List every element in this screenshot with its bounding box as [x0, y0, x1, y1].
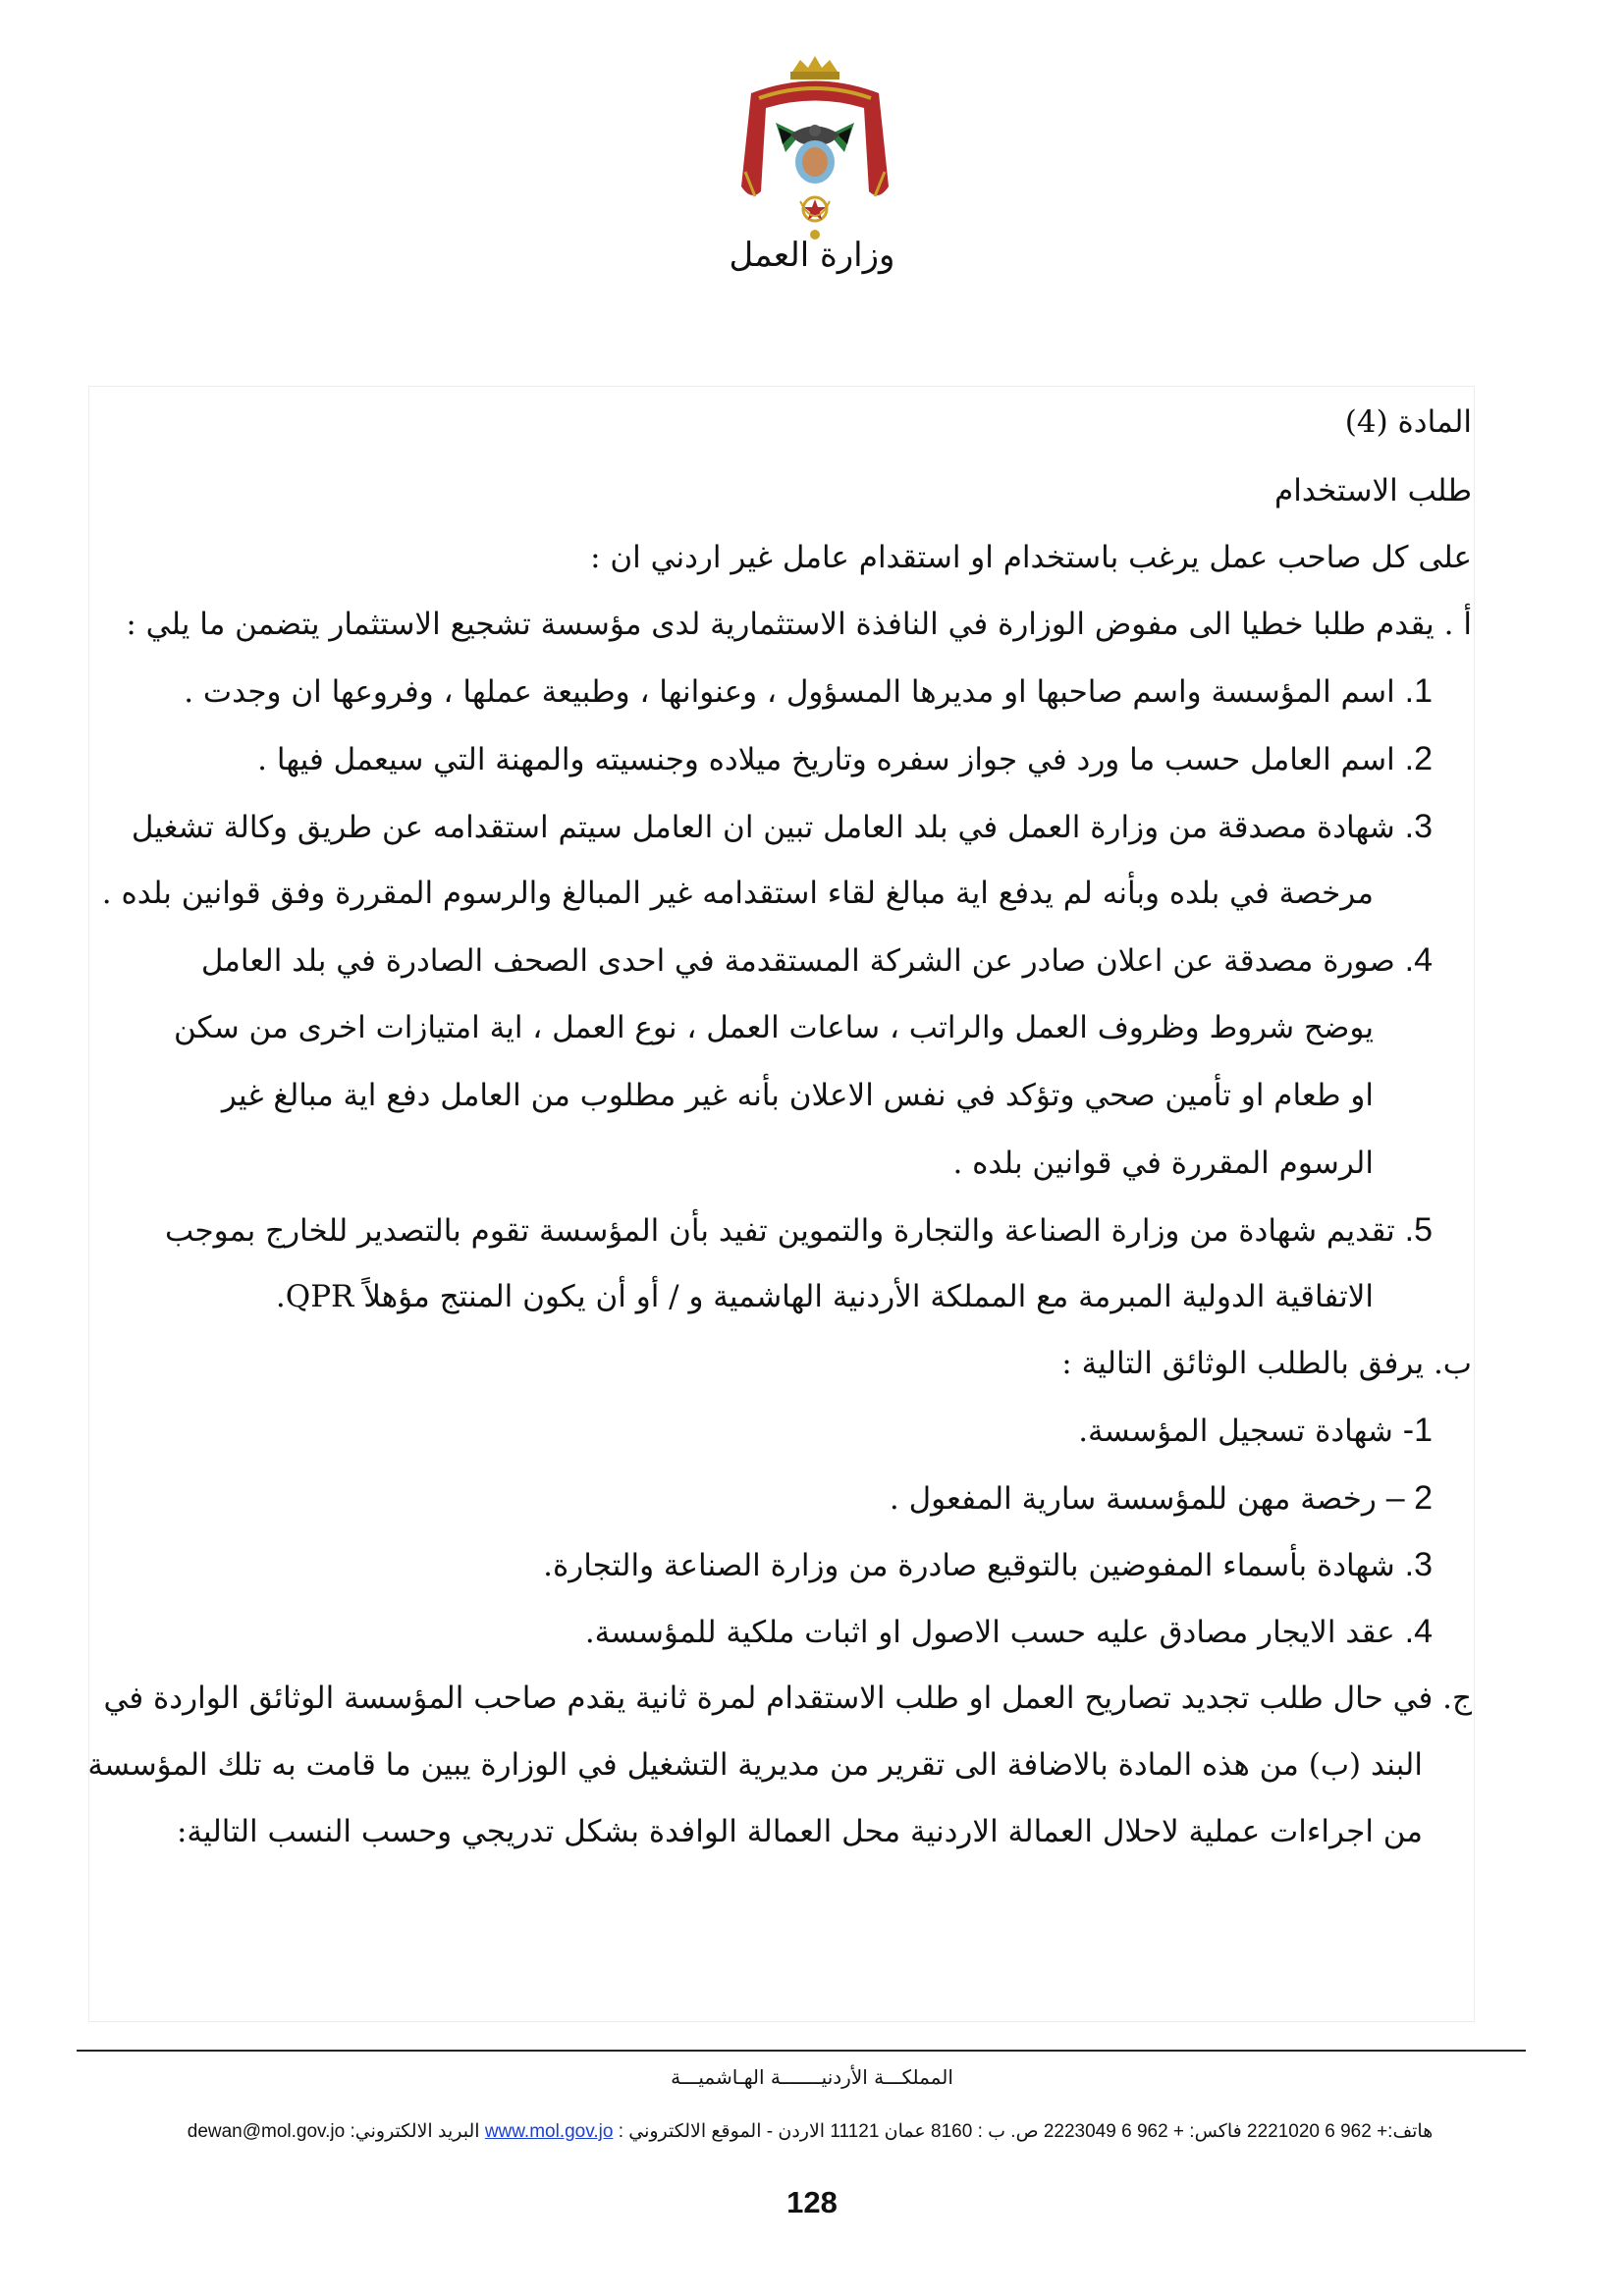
jordan-coat-of-arms-icon: [731, 54, 898, 245]
list-item: 4. صورة مصدقة عن اعلان صادر عن الشركة المستقدمة في احدى الصحف الصادرة في بلد العامل: [200, 941, 1433, 979]
list-item-continuation: الرسوم المقررة في قوانين بلده .: [952, 1146, 1374, 1181]
list-item: 1. اسم المؤسسة واسم صاحبها او مديرها المسؤول ، وعنوانها ، وطبيعة عملها ، وفروعها ان وجدت .: [184, 672, 1433, 710]
clause-c-line: ج. في حال طلب تجديد تصاريح العمل او طلب الاستقدام لمرة ثانية يقدم صاحب المؤسسة الوثائق الواردة في: [103, 1681, 1472, 1716]
article-subtitle: طلب الاستخدام: [1274, 473, 1472, 508]
website-link[interactable]: www.mol.gov.jo: [484, 2121, 614, 2142]
email-label: البريد الالكتروني:: [350, 2121, 480, 2142]
footer-contact: [98, 2120, 1522, 2143]
footer-divider: [77, 2050, 1526, 2052]
footer-contact-text: هاتف:+ 962 6 2221020 فاكس: + 962 6 2223049 ص. ب : 8160 عمان 11121 الاردن - الموقع الالكتروني :: [618, 2121, 1434, 2142]
clause-c-line: من اجراءات عملية لاحلال العمالة الاردنية محل العمالة الوافدة بشكل تدريجي وحسب النسب التالية:: [176, 1814, 1423, 1849]
article-title: المادة (4): [1344, 404, 1472, 440]
list-item: 2. اسم العامل حسب ما ورد في جواز سفره وتاريخ ميلاده وجنسيته والمهنة التي سيعمل فيها .: [257, 740, 1433, 777]
list-item: 5. تقديم شهادة من وزارة الصناعة والتجارة والتموين تفيد بأن المؤسسة تقوم بالتصدير للخارج بموجب: [165, 1211, 1433, 1249]
clause-a-label: أ . يقدم طلبا خطيا الى مفوض الوزارة في النافذة الاستثمارية لدى مؤسسة تشجيع الاستثمار يتضمن ما يلي :: [126, 607, 1472, 642]
list-item-continuation: الاتفاقية الدولية المبرمة مع المملكة الأردنية الهاشمية و / أو أن يكون المنتج مؤهلاً QPR.: [275, 1279, 1374, 1314]
list-item: 2 – رخصة مهن للمؤسسة سارية المفعول .: [889, 1479, 1433, 1517]
clause-b-label: ب. يرفق بالطلب الوثائق التالية :: [1061, 1346, 1472, 1381]
list-item-continuation: يوضح شروط وظروف العمل والراتب ، ساعات العمل ، نوع العمل ، اية امتيازات اخرى من سكن: [173, 1010, 1374, 1045]
page-number: 128: [786, 2185, 838, 2219]
list-item: 4. عقد الايجار مصادق عليه حسب الاصول او اثبات ملكية للمؤسسة.: [584, 1613, 1433, 1650]
list-item-continuation: مرخصة في بلده وبأنه لم يدفع اية مبالغ لقاء استقدامه غير المبالغ والرسوم المقررة وفق قوانين بلده .: [101, 876, 1374, 911]
footer-kingdom: المملكـــة الأردنيـــــــة الهـاشميـــة: [671, 2065, 953, 2089]
list-item: 1- شهادة تسجيل المؤسسة.: [1078, 1412, 1433, 1449]
list-item-continuation: او طعام او تأمين صحي وتؤكد في نفس الاعلان بأنه غير مطلوب من العامل دفع اية مبالغ غير: [221, 1078, 1374, 1113]
list-item: 3. شهادة بأسماء المفوضين بالتوقيع صادرة من وزارة الصناعة والتجارة.: [543, 1546, 1433, 1583]
ministry-name: وزارة العمل: [729, 236, 895, 275]
list-item: 3. شهادة مصدقة من وزارة العمل في بلد العامل تبين ان العامل سيتم استقدامه عن طريق وكالة تشغيل: [131, 808, 1433, 845]
email-address[interactable]: dewan@mol.gov.jo: [187, 2121, 346, 2142]
article-intro: على كل صاحب عمل يرغب باستخدام او استقدام عامل غير اردني ان :: [590, 540, 1472, 575]
clause-c-line: البند (ب) من هذه المادة بالاضافة الى تقرير من مديرية التشغيل في الوزارة يبين ما قامت به تلك المؤسسة: [87, 1747, 1423, 1783]
